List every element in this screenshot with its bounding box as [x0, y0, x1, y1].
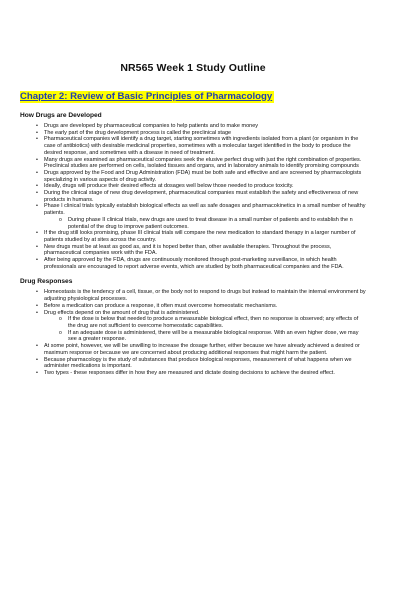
list-item [36, 257, 366, 270]
list-item [36, 309, 366, 344]
bullet-list [20, 289, 366, 376]
bullet-icon: • [36, 356, 38, 363]
bullet-icon: • [36, 309, 38, 316]
list-item-text: Many drugs are examined as pharmaceutical companies seek the elusive perfect drug with just the right combination of properties. Preclinical studies are performed on cells, isolated tissues and organs, and in laboratory animals to identify promising compounds [44, 156, 362, 170]
bullet-icon: • [36, 302, 38, 309]
section-heading: How Drugs are Developed [20, 112, 102, 119]
list-item [36, 356, 366, 370]
sub-list-item-text: If the dose is below that needed to produce a measurable biological effect, then no response is observed; any effects of the drug are not sufficient to overcome homeostatic capabilities. [68, 316, 359, 329]
bullet-icon: • [36, 343, 38, 350]
list-item-text: At some point, however, we will be unwilling to increase the dosage further, either because we have already achieved a desired or maximum response or because we are concerned about producing additional responses that might harm the patient. [44, 343, 360, 356]
list-item-text: Homeostasis is the tendency of a cell, tissue, or the body not to respond to drugs but instead to maintain the internal environment by adjusting physiological processes. [44, 289, 366, 303]
bullet-icon: • [36, 190, 38, 197]
list-item-text: Two types - these responses differ in how they are measured and dictate dosing decisions to achieve the desired effect. [44, 369, 335, 376]
list-item-text: Because pharmacology is the study of substances that produce biological responses, measurement of what happens when we administer medications is important. [44, 356, 352, 370]
sub-list-item [59, 329, 366, 343]
bullet-icon: • [36, 169, 38, 176]
list-item [36, 369, 366, 377]
list-item [36, 203, 366, 230]
sub-bullet-list [44, 217, 366, 230]
list-item [36, 169, 366, 183]
sub-list-item [59, 216, 366, 230]
list-item-text: Drug effects depend on the amount of drug that is administered. [44, 309, 200, 316]
list-item-text: New drugs must be at least as good as, and it is hoped better than, other available therapies. Throughout the process, pharmaceutical companies work with the FDA. [44, 243, 332, 257]
list-item-text: Drugs approved by the Food and Drug Administration (FDA) must be both safe and effective and are screened by pharmacologists specializing in various aspects of drug activity. [44, 169, 362, 183]
list-item-text: Drugs are developed by pharmaceutical companies to help patients and to make money [44, 123, 259, 129]
sub-list-item-text: During phase II clinical trials, new drugs are used to treat disease in a small number of patients and to establish the n potential of the drug to improve patient outcomes. [68, 216, 353, 230]
list-item-text: After being approved by the FDA, drugs are continuously monitored through post-marketing surveillance, in which health professionals are encouraged to report adverse events, which are studied by both pharmaceutical companies and the FDA. [44, 257, 344, 270]
sub-bullet-icon: o [59, 216, 62, 223]
list-item [36, 123, 366, 130]
bullet-icon: • [36, 203, 38, 210]
list-item [36, 302, 366, 310]
bullet-icon: • [36, 136, 38, 143]
sub-bullet-icon: o [59, 316, 62, 323]
bullet-icon: • [36, 289, 38, 296]
list-item [36, 136, 366, 156]
list-item [36, 129, 366, 137]
list-item-text: The early part of the drug development process is called the preclinical stage [44, 129, 232, 136]
list-item [36, 230, 366, 243]
bullet-icon: • [36, 243, 38, 250]
list-item [36, 343, 366, 356]
list-item-text: If the drug still looks promising, phase III clinical trials will compare the new medication to standard therapy in a larger number of patients studied by at sites across the country. [44, 230, 356, 243]
document-title: NR565 Week 1 Study Outline [120, 62, 266, 74]
document-body [20, 112, 366, 377]
list-item-text: Ideally, drugs will produce their desired effects at dosages well below those needed to produce toxicity. [44, 183, 294, 190]
list-item-text: During the clinical stage of new drug development, pharmaceutical companies must establish the safety and effectiveness of new products in humans. [44, 190, 359, 203]
bullet-icon: • [36, 129, 38, 136]
list-item-text: Pharmaceutical companies will identify a drug target, starting sometimes with ingredients isolated from a plant (or organism in the case of antibiotics) with desirable medicinal properties, sometimes with a molecular target identified in the body to produce the desired response, and sometimes with a disease in need of treatment. [44, 136, 359, 156]
bullet-icon: • [36, 257, 38, 264]
sub-list-item [59, 316, 366, 329]
bullet-icon: • [36, 183, 38, 190]
sub-list-item-text: If an adequate dose is administered, there will be a measurable biological response. With an even higher dose, we may see a greater response. [68, 329, 359, 343]
sub-bullet-list [44, 316, 366, 343]
list-item [36, 156, 366, 170]
sub-bullet-icon: o [59, 329, 62, 336]
bullet-icon: • [36, 156, 38, 163]
bullet-icon: • [36, 369, 38, 376]
list-item [36, 183, 366, 190]
chapter-heading: Chapter 2: Review of Basic Principles of Pharmacology [20, 91, 273, 102]
bullet-icon: • [36, 230, 38, 237]
bullet-icon: • [36, 123, 38, 129]
bullet-list [20, 123, 366, 270]
list-item-text: Phase I clinical trials typically establish biological effects as well as safe dosages and pharmacokinetics in a small number of healthy patients. [44, 203, 366, 217]
list-item [36, 289, 366, 303]
section-heading: Drug Responses [20, 278, 73, 286]
list-item-text: Before a medication can produce a response, it often must overcome homeostatic mechanisms. [44, 302, 278, 309]
list-item [36, 243, 366, 257]
list-item [36, 190, 366, 203]
